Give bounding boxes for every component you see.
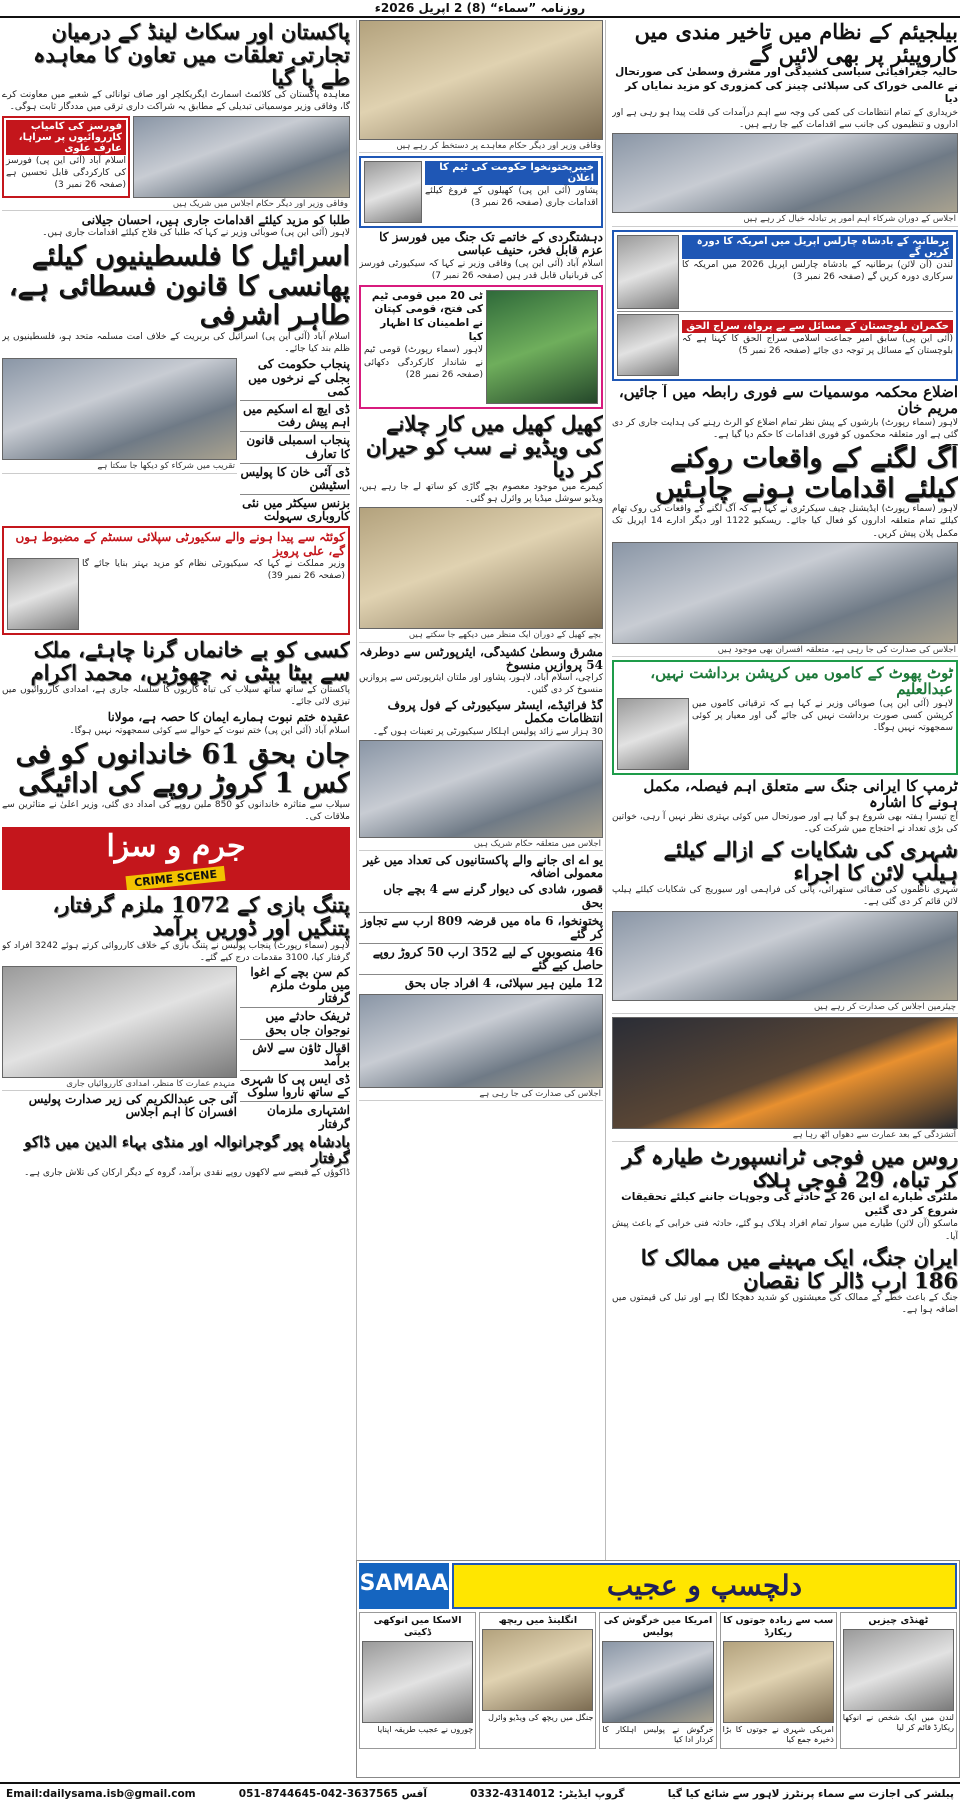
- crime-banner: [2, 827, 350, 890]
- corruption-headline: ٹوٹ پھوٹ کے کاموں میں کرپشن برداشت نہیں، عبدالعلیم: [650, 663, 953, 699]
- dil-card-4-title: انگلینڈ میں ریچھ: [498, 1615, 578, 1626]
- side-item-4: ڈی ایس پی کا شہری کے ساتھ ناروا سلوک: [240, 1072, 350, 1100]
- dil-card-2-title: سب سے زیادہ جوتوں کا ریکارڈ: [723, 1615, 834, 1638]
- masthead: [0, 0, 960, 18]
- dacoits-headline: بادشاہ پور گوجرانوالہ اور منڈی بہاء الدین میں ڈاکو گرفتار: [24, 1133, 350, 1168]
- balochistan-body: (آئی این پی) سابق امیر جماعت اسلامی سراج الحق کا کہنا ہے کہ بلوچستان کے مسائل پر توجہ دی جائے (صفحہ 26 نمبر 5): [682, 333, 953, 356]
- plane-crash-story: [612, 1145, 958, 1243]
- footer: [0, 1782, 960, 1805]
- corruption-box: [612, 660, 958, 775]
- demolition-photo: [2, 966, 237, 1078]
- left-lead-body: معاہدہ پاکستان کی کلائمٹ اسمارٹ ایگریکلچر اور صاف توانائی کے شعبے میں معاونت کرے گا، وفاقی وزیر موسمیاتی تبدیلی کے مطابق یہ شراکت داری ترقی میں مددگار ثابت ہوگی۔: [2, 90, 350, 113]
- counter-terror-headline: دہشتگردی کے خاتمے تک جنگ میں فورسز کا عزم قابل فخر، حنیف عباسی: [379, 231, 603, 258]
- left-lead-caption: وفاقی وزیر اور دیگر حکام اجلاس میں شریک ہیں: [2, 198, 350, 211]
- dil-card-2-photo: [723, 1641, 834, 1723]
- list-item-4: ڈی آئی خان کا پولیس اسٹیشن: [240, 464, 350, 492]
- dacoits-body: ڈاکوؤں کے قبضے سے لاکھوں روپے نقدی برآمد، گروہ کے دیگر ارکان کی تلاش جاری ہے۔: [24, 1167, 350, 1178]
- side-item-3: اقبال ٹاؤن سے لاش برآمد: [252, 1040, 350, 1068]
- dil-card-4-body: جنگل میں ریچھ کی ویڈیو وائرل: [488, 1712, 594, 1722]
- meeting2-caption: اجلاس کی صدارت کی جا رہی ہے: [359, 1088, 603, 1101]
- dilchasp-section: [356, 1560, 960, 1778]
- flights-headline: مشرق وسطیٰ کشیدگی، ایئرپورٹس سے دوطرفہ 54 پروازیں منسوخ: [359, 645, 603, 672]
- left-lead-photo: [133, 116, 350, 198]
- kids-body: کیمرے میں موجود معصوم بچے گاڑی کو ساتھ لے جا رہے ہیں، ویڈیو سوشل میڈیا پر وائرل ہو گئی۔: [359, 482, 603, 505]
- fire-prevention-caption: اجلاس کی صدارت کی جا رہی ہے، متعلقہ افسران بھی موجود ہیں: [612, 644, 958, 657]
- signing-caption: وفاقی وزیر اور دیگر حکام معاہدے پر دستخط کر رہے ہیں: [359, 140, 603, 153]
- dil-card-1-body: لندن میں ایک شخص نے انوکھا ریکارڈ قائم کر لیا: [842, 1712, 954, 1733]
- fire-prevention-photo: [612, 542, 958, 644]
- list-item-5: بزنس سیکٹر میں نئی کاروباری سہولت: [242, 496, 350, 524]
- expo-photo: [2, 358, 237, 460]
- lead-body: خریداری کے تمام انتظامات کی کمی کی وجہ سے اہم درآمدات کی قلت پیدا ہو رہی ہے اور اداروں و تنظیموں کی جانب سے اقدامات کیے جا رہے ہیں۔: [612, 108, 958, 131]
- sports-body: پشاور (آئی این پی) کھیلوں کے فروغ کیلئے اقدامات جاری (صفحہ 26 نمبر 3): [425, 186, 598, 209]
- cricket-body: لاہور (سماء رپورٹ) قومی ٹیم نے شاندار کارکردگی دکھائی (صفحہ 26 نمبر 28): [364, 345, 483, 380]
- dil-card-3-photo: [602, 1641, 713, 1723]
- lead-story-right: [612, 20, 958, 227]
- footer-email[interactable]: Email:dailysama.isb@gmail.com: [6, 1788, 196, 1800]
- dilchasp-title: دلچسپ و عجیب: [606, 1569, 803, 1602]
- plane-crash-headline: روس میں فوجی ٹرانسپورٹ طیارہ گر کر تباہ، 29 فوجی ہلاک: [622, 1144, 958, 1193]
- uae-story: [359, 854, 603, 880]
- side-item-5: اشتہاری ملزمان گرفتار: [267, 1103, 350, 1131]
- dil-card-4: [479, 1612, 596, 1749]
- compensation-body: سیلاب سے متاثرہ خاندانوں کو 850 ملین روپے کی امداد دی گئی، وزیر اعلیٰ نے متاثرین سے ملاقات کی۔: [2, 800, 350, 823]
- sports-box: [359, 156, 603, 228]
- dil-card-5-photo: [362, 1641, 473, 1723]
- footer-group-label: گروپ ایڈیٹر:: [558, 1788, 625, 1800]
- compensation-story: [2, 740, 350, 824]
- footer-imprint: پبلشر کی اجازت سے سماء پرنٹرز لاہور سے شائع کیا گیا: [667, 1788, 954, 1800]
- dil-card-1-photo: [843, 1629, 954, 1711]
- list-item-1: پنجاب حکومت کی بجلی کے نرخوں میں کمی: [248, 358, 350, 398]
- steps-headline: طلبا کو مزید کیلئے اقدامات جاری ہیں، احسان جیلانی: [81, 213, 350, 227]
- fire-prevention-story: [612, 444, 958, 657]
- short-story-2: پختونخوا، 6 ماہ میں قرضہ 809 ارب سے تجاوز کر گئے: [361, 913, 603, 941]
- kids-photo: [359, 507, 603, 629]
- sports-photo: [364, 161, 422, 223]
- faith-body: اسلام آباد (آئی این پی) ختم نبوت کے حوالے سے کوئی سمجھوتہ نہیں ہوگا۔: [69, 725, 350, 736]
- short-stories: [359, 883, 603, 990]
- signing-photo: [359, 20, 603, 140]
- king-photo: [617, 235, 679, 309]
- forest-story: [2, 638, 350, 708]
- israel-story: [2, 242, 350, 355]
- kite-headline: پتنگ بازی کے 1072 ملزم گرفتار، پتنگیں اور ڈوریں برآمد: [52, 893, 350, 941]
- easter-body: 30 ہزار سے زائد پولیس اہلکار سیکیورٹی پر تعینات ہوں گے۔: [372, 726, 603, 737]
- tribes-headline: ٹرمپ کا ایرانی جنگ سے متعلق اہم فیصلہ، مکمل ہونے کا اشارہ: [643, 777, 958, 812]
- fire-story: [612, 1017, 958, 1142]
- list-item-3: پنجاب اسمبلی قانون کا تعارف: [246, 433, 350, 461]
- lead-subhead: حالیہ جغرافیائی سیاسی کشیدگی اور مشرق وسطیٰ کی صورتحال نے عالمی خوراک کی سپلائی چینز کی کمزوری کو مزید نمایاں کر دیا: [615, 66, 958, 106]
- easter-headline: گڈ فرائیڈے، ایسٹر سیکیورٹی کے فول پروف انتظامات مکمل: [387, 699, 603, 726]
- britain-body: لندن (آن لائن) برطانیہ کے بادشاہ چارلس اپریل 2026 میں امریکہ کا سرکاری دورہ کریں گے (صفحہ 26 نمبر 3): [682, 259, 953, 282]
- igp-headline: آئی جی عبدالکریم کی زیر صدارت پولیس افسران کا اہم اجلاس: [28, 1091, 237, 1120]
- city-story: [612, 838, 958, 1014]
- side-item-1: کم سن بچے کے اغوا میں ملوث ملزم گرفتار: [250, 964, 350, 1006]
- faith-headline: عقیدہ ختم نبوت ہمارے ایمان کا حصہ ہے، مولانا: [107, 711, 350, 725]
- balochistan-title: حکمران بلوچستان کے مسائل سے بے پرواہ، سراج الحق: [682, 320, 953, 333]
- security-photo: [7, 558, 79, 630]
- footer-group-phone: 0332-4314012: [470, 1788, 555, 1800]
- demolition-caption: منہدم عمارت کا منظر، امدادی کارروائیاں جاری: [2, 1078, 237, 1091]
- judges-body: اسلام آباد (آئی این پی) فورسز کی کارکردگی قابل تحسین ہے (صفحہ 26 نمبر 3): [6, 155, 126, 190]
- short-story-3: 46 منصوبوں کے لیے 352 ارب 50 کروڑ روپے حاصل کیے گئے: [372, 945, 603, 973]
- samaa-logo: SAMAA: [359, 1563, 449, 1609]
- fire-photo-caption: آتشزدگی کے بعد عمارت سے دھواں اٹھ رہا ہے: [612, 1129, 958, 1142]
- kite-body: لاہور (سماء رپورٹ) پنجاب پولیس نے پتنگ بازی کے خلاف کارروائی کرتے ہوئے 3242 افراد کو گرفتار کیا، 3100 مقدمات درج کیے گئے۔: [2, 940, 350, 963]
- iran-body: جنگ کے باعث خطے کے ممالک کی معیشتوں کو شدید دھچکا لگا ہے اور تیل کی قیمتوں میں اضافہ ہوا ہے۔: [612, 1292, 958, 1316]
- dil-card-5-body: چوروں نے عجیب طریقہ اپنایا: [377, 1724, 474, 1734]
- corruption-body: لاہور (آئی این پی) صوبائی وزیر نے کہا ہے کہ ترقیاتی کاموں میں کرپشن کسی صورت برداشت نہیں کی جائے گی اور معیار پر کوئی سمجھوتہ نہیں ہوگا۔: [692, 698, 953, 734]
- short-story-1: قصور، شادی کی دیوار گرنے سے 4 بچے جاں بحق: [383, 883, 603, 910]
- lead-photo: [612, 133, 958, 213]
- city-photo: [612, 911, 958, 1001]
- crime-title: جرم و سزا: [106, 829, 246, 865]
- judges-box: [2, 116, 130, 198]
- dil-card-3: [599, 1612, 716, 1749]
- fire-photo: [612, 1017, 958, 1129]
- masthead-text: روزنامہ ”سماء“ (8) 2 اپریل 2026ء: [374, 1, 586, 15]
- iran-headline: ایران جنگ، ایک مہینے میں ممالک کا 186 ارب ڈالر کا نقصان: [640, 1245, 958, 1293]
- cricket-box: [359, 285, 603, 409]
- meeting-caption: اجلاس میں متعلقہ حکام شریک ہیں: [359, 838, 603, 851]
- flights-story: [359, 646, 603, 697]
- meeting2-block: [359, 994, 603, 1101]
- counter-terror-body: اسلام آباد (آئی این پی) وفاقی وزیر نے کہا کہ سیکیورٹی فورسز کی قربانیاں قابل قدر ہیں (صفحہ 26 نمبر 7): [359, 258, 603, 281]
- cricketer-photo: [486, 290, 598, 404]
- dil-card-3-body: خرگوش نے پولیس اہلکار کا کردار ادا کیا: [602, 1724, 714, 1745]
- expo-caption: تقریب میں شرکاء کو دیکھا جا سکتا ہے: [2, 460, 237, 473]
- side-item-2: ٹریفک حادثے میں نوجوان جاں بحق: [265, 1009, 350, 1037]
- security-box: [2, 526, 350, 634]
- sports-title: خیبرپختونخوا حکومت کی ٹیم کا اعلان: [425, 161, 598, 185]
- security-body: وزیر مملکت نے کہا کہ سیکیورٹی نظام کو مزید بہتر بنایا جائے گا (صفحہ 26 نمبر 39): [82, 558, 345, 581]
- forest-body: پاکستان کے ساتھ ساتھ سیلاب کی تباہ کاریوں کا سلسلہ جاری ہے، امدادی کارروائیوں میں تیزی لائی جائے۔: [2, 685, 350, 708]
- city-body: شہری ناظموں کی صفائی ستھرائی، پانی کی فراہمی اور سیوریج کی شکایات کیلئے ہیلپ لائن قائم کر دی گئی ہے۔: [612, 885, 958, 908]
- dil-card-4-photo: [482, 1629, 593, 1711]
- plane-crash-subhead: ملٹری طیارے اے این 26 کے حادثے کی وجوہات جاننے کیلئے تحقیقات شروع کر دی گئیں: [621, 1191, 958, 1217]
- lead-photo-caption: اجلاس کے دوران شرکاء اہم امور پر تبادلہ خیال کر رہے ہیں: [612, 213, 958, 226]
- list-item-2: ڈی ایچ اے اسکیم میں اہم پیش رفت: [242, 401, 350, 430]
- forest-headline: کسی کو بے خانماں گرنا چاہئے، ملک سے بیٹا بیٹی نہ چھوڑیں، محمد اکرام: [30, 637, 350, 685]
- short-story-4: 12 ملین ہیر سپلائی، 4 افراد جاں بحق: [404, 976, 603, 991]
- counter-terror-story: [359, 231, 603, 282]
- footer-office-label: آفس: [401, 1788, 427, 1800]
- israel-headline: اسرائیل کا فلسطینیوں کیلئے پھانسی کا قانون فسطائی ہے، طاہر اشرفی: [8, 242, 350, 332]
- kids-headline: کھیل کھیل میں کار چلانے کی ویڈیو نے سب کو حیران کر دیا: [365, 411, 603, 483]
- drain-headline: اضلاع محکمہ موسمیات سے فوری رابطہ میں آ جائیں، مریم خان: [618, 383, 958, 418]
- left-lead-headline: پاکستان اور سکاٹ لینڈ کے درمیان تجارتی تعلقات میں تعاون کا معاہدہ طے پا گیا: [33, 20, 350, 91]
- dilchasp-banner: [452, 1563, 957, 1609]
- steps-story: [2, 214, 350, 239]
- lead-headline: بیلجیئم کے نظام میں تاخیر مندی میں کاروپیئر پر بھی لائیں گے: [634, 20, 958, 68]
- lead-story-left: [2, 20, 350, 211]
- top-photo-block: [359, 20, 603, 153]
- judges-title: فورسز کی کامیاب کارروائیوں پر سراہا، عارف علوی: [6, 120, 126, 155]
- iran-story: [612, 1246, 958, 1316]
- dil-card-1-title: ٹھنڈی چیزیں: [868, 1615, 929, 1626]
- kids-caption: بچے کھیل کے دوران ایک منظر میں دیکھے جا سکتے ہیں: [359, 629, 603, 642]
- dacoits-story: [2, 1134, 350, 1179]
- minister-photo: [617, 698, 689, 770]
- city-headline: شہری کی شکایات کے ازالے کیلئے ہیلپ لائن کا اجراء: [663, 838, 958, 886]
- dil-card-5-title: الاسکا میں انوکھی ڈکیتی: [373, 1615, 462, 1638]
- flights-body: کراچی، اسلام آباد، لاہور، پشاور اور ملتان ایئرپورٹس سے پروازیں منسوخ کر دی گئیں۔: [359, 672, 603, 696]
- drain-story: [612, 384, 958, 441]
- siraj-photo: [617, 314, 679, 376]
- meeting2-photo: [359, 994, 603, 1088]
- right-column: [610, 20, 960, 1772]
- britain-title: برطانیہ کے بادشاہ چارلس اپریل میں امریکہ کا دورہ کریں گے: [682, 235, 953, 259]
- dil-card-1: [840, 1612, 957, 1749]
- easter-story: [359, 699, 603, 851]
- fire-prevention-headline: آگ لگنے کے واقعات روکنے کیلئے اقدامات ہونے چاہئیں: [655, 443, 958, 504]
- cricket-title: ٹی 20 میں قومی ٹیم کی فتح، قومی کپتان نے اطمینان کا اظہار کیا: [371, 289, 483, 343]
- dil-card-2-body: امریکی شہری نے جوتوں کا بڑا ذخیرہ جمع کیا: [722, 1724, 834, 1745]
- tribes-story: [612, 778, 958, 835]
- middle-column: [356, 20, 606, 1772]
- steps-body: لاہور (آئی این پی) صوبائی وزیر نے کہا کہ طلبا کی فلاح کیلئے اقدامات جاری ہیں۔: [42, 227, 350, 238]
- israel-body: اسلام آباد (آئی این پی) اسرائیل کی بربریت کے خلاف امت مسلمہ متحد ہو، فلسطینیوں پر ظلم بند کیا جائے۔: [2, 332, 350, 355]
- kite-story: [2, 893, 350, 1131]
- uae-headline: یو اے ای جانے والے پاکستانیوں کی تعداد میں غیر معمولی اضافہ: [363, 853, 603, 881]
- dil-card-5: [359, 1612, 476, 1749]
- fire-prevention-body: لاہور (سماء رپورٹ) ایڈیشنل چیف سیکرٹری نے کہا ہے کہ آگ لگنے کے واقعات کی روک تھام کیلئے تمام متعلقہ اداروں کو فعال کیا جائے۔ ریسکیو 1122 اور دیگر ادارے 14 اپریل تک مکمل پلان پیش کریں۔: [612, 504, 958, 539]
- expo-block: [2, 358, 350, 523]
- dil-card-3-title: امریکا میں خرگوش کی پولیس: [603, 1615, 713, 1638]
- drain-body: لاہور (سماء رپورٹ) بارشوں کے پیش نظر تمام اضلاع کو الرٹ رہنے کی ہدایت جاری کر دی گئی ہے اور متعلقہ محکموں کو فوری اقدامات کا حکم دیا گیا ہے۔: [612, 417, 958, 440]
- meeting-photo: [359, 740, 603, 838]
- dil-card-2: [720, 1612, 837, 1749]
- faith-story: [2, 711, 350, 736]
- crime-tape: CRIME SCENE: [126, 866, 226, 890]
- plane-crash-body: ماسکو (آن لائن) طیارے میں سوار تمام افراد ہلاک ہو گئے، حادثہ فنی خرابی کے باعث پیش آیا۔: [612, 1219, 958, 1242]
- compensation-headline: جان بحق 61 خاندانوں کو فی کس 1 کروڑ روپے کی ادائیگی: [15, 739, 350, 800]
- left-column: [0, 20, 352, 1772]
- britain-box: [612, 230, 958, 381]
- tribes-body: آج تیسرا ہفتہ بھی شروع ہو گیا ہے اور صورتحال میں کوئی بہتری نظر نہیں آ رہی، خواتین کی بڑی تعداد نے احتجاج میں شرکت کی۔: [612, 811, 958, 834]
- security-headline: کوئٹہ سے پیدا ہونے والے سکیورٹی سپلائی سسٹم کے مضبوط ہوں گے، علی پرویز: [15, 530, 345, 558]
- footer-phones: 051-8744645-042-3637565: [238, 1788, 398, 1800]
- kids-story: [359, 412, 603, 643]
- city-photo-caption: چیئرمین اجلاس کی صدارت کر رہے ہیں: [612, 1001, 958, 1014]
